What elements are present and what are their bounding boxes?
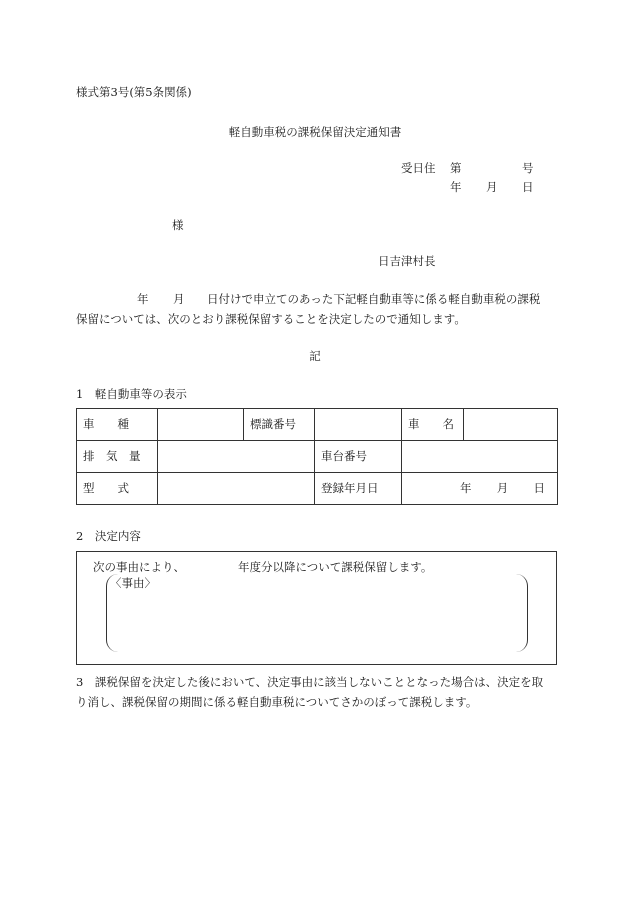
table-row [77,441,558,473]
chassis-number-value [402,441,558,473]
section1-heading: 1 軽自動車等の表示 [76,387,187,401]
reason-label: 〈事由〉 [110,576,156,590]
model-label: 型 式 [77,473,158,505]
form-number: 様式第3号(第5条関係) [76,85,192,99]
issue-year: 年 [450,180,462,194]
reason-bracket [106,574,528,652]
body-line1: 日付けで申立てのあった下記軽自動車等に係る軽自動車税の課税 [207,292,541,306]
vehicle-table [76,408,558,505]
issue-day: 日 [522,180,534,194]
receipt-dai: 第 [450,161,462,175]
reg-day: 日 [533,480,545,495]
model-value [158,473,315,505]
table-row [77,473,558,505]
plate-number-value [315,409,402,441]
ki-heading: 記 [309,349,321,363]
section3-line2: り消し、課税保留の期間に係る軽自動車税についてさかのぼって課税します。 [76,695,478,709]
body-month: 月 [173,292,185,306]
registration-date-value [402,473,558,505]
body-year: 年 [137,292,149,306]
vehicle-type-value [158,409,244,441]
issue-month: 月 [486,180,498,194]
displacement-value [158,441,315,473]
reg-month: 月 [496,480,509,495]
issuer: 日吉津村長 [378,254,436,268]
chassis-number-label: 車台番号 [315,441,402,473]
vehicle-type-label: 車 種 [77,409,158,441]
body-line2: 保留については、次のとおり課税保留することを決定したので通知します。 [76,312,466,326]
recipient-suffix: 様 [172,218,184,232]
section2-heading: 2 決定内容 [76,529,141,543]
table-row [77,409,558,441]
registration-date-label: 登録年月日 [315,473,402,505]
reg-year: 年 [460,480,472,495]
displacement-label: 排 気 量 [77,441,158,473]
decision-line-head: 次の事由により、 [93,560,185,574]
decision-line-tail: 年度分以降について課税保留します。 [238,560,433,574]
vehicle-name-label: 車 名 [402,409,464,441]
receipt-prefix: 受日住 [401,161,436,175]
document-title: 軽自動車税の課税保留決定通知書 [228,125,402,139]
plate-number-label: 標識番号 [244,409,315,441]
section3-line1: 3 課税保留を決定した後において、決定事由に該当しないこととなった場合は、決定を取 [76,675,544,689]
vehicle-name-value [464,409,558,441]
receipt-go: 号 [522,161,534,175]
